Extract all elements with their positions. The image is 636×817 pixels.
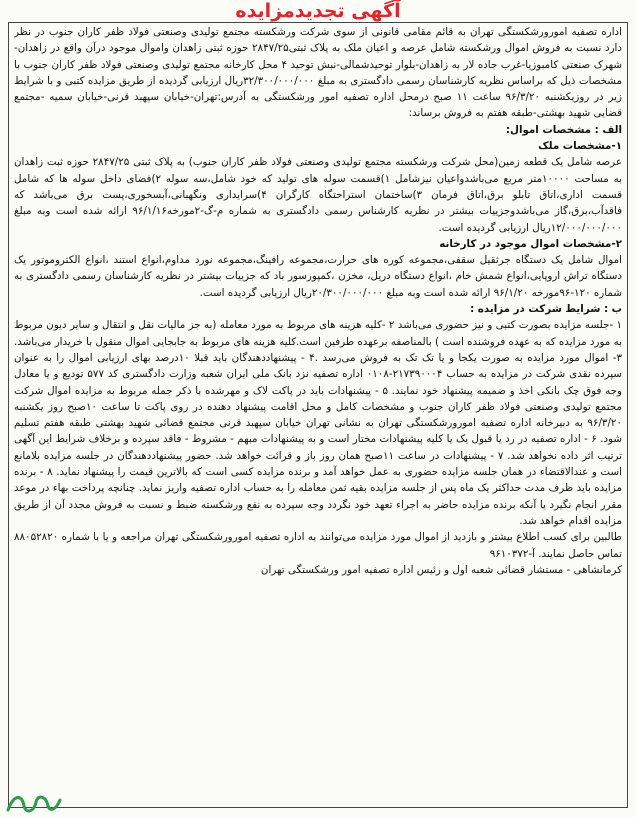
item1-text: عرصه شامل یک قطعه زمین(محل شرکت ورشکسته مجتمع تولیدی وصنعتی فولاد ظفر کاران جنوب) به پلاک ثبتی ۲۸۴۷/۲۵ حوزه ثبت زاهدان به مساحت ۱۰۰۰۰متر مربع می‌باشدواعیان نیزشامل ۱)قسمت سوله های تولید که خود شامل،سه سوله ۲)فضای داخل سوله ها که شامل قسمت اداری،اتاق تابلو برق،اتاق فرمان ۳)ساختمان استراحتگاه کارگران ۴)سرایداری ونگهبانی،آبسخوری،پست برق می‌باشد که فاقدآب،برق،گاز می‌باشدوجزییات بیشتر در نظریه کارشناس رسمی دادگستری به شماره م-گ-۲مورخه۹۶/۱/۱۶ ارائه شده است وبه مبلغ ۱۲/۰۰۰/۰۰۰/۰۰۰ریال ارزیابی گردیده است. [14, 156, 622, 234]
section-a-heading: الف : مشخصات اموال: [505, 123, 622, 136]
handwritten-mark [4, 788, 64, 816]
signature-line: کرمانشاهی - مستشار قضائی شعبه اول و رئیس اداره تصفیه امور ورشکستگی تهران [260, 563, 622, 576]
conditions-text: ۱ -جلسه مزایده بصورت کتبی و نیز حضوری می‌باشد ۲ -کلیه هزینه های مربوط به مورد معامله (به جز مالیات نقل و انتقال و سایر دیون مربوط به مورد مزایده که به عهده فروشنده است ) بالمناصفه برعهده طرفین است.کلیه هزینه های مربوط به جابجایی اموال منقول با خریدار می‌باشد. ۳- اموال مورد مزایده به صورت یکجا و یا تک تک به فروش می‌رسد .۴ - پیشنهاددهندگان باید قبلا ۱۰درصد بهای ارزیابی اموال را به عنوان سپرده نقدی شرکت در مزایده به حساب ۲۱۷۳۹۰۰۰۴-۰۱۰۸ اداره تصفیه نزد بانک ملی ایران شعبه وزارت دادگستری کد ۵۷۷ تودیع و یا معادل وجه فوق چک بانکی اخذ و ضمیمه پیشنهاد خود نمایند. ۵ - پیشنهادات باید در پاکت لاک و مهرشده با ذکر جمله مربوط به مزایده اموال شرکت مجتمع تولیدی وصنعتی فولاد ظفر کاران جنوب و مشخصات کامل و محل اقامت پیشنهاد دهنده در روی پاکت تا ساعت ۱۰صبح روز یکشنبه ۹۶/۳/۲۰ به دبیرخانه اداره تصفیه امورورشکستگی تهران به نشانی تهران خیابان سپهبد قرنی مجتمع قضائی شهید بهشتی طبقه هفتم تسلیم شود. ۶ - اداره تصفیه در رد یا قبول یک یا کلیه پیشنهادات مختار است و به پیشنهادات مبهم - مشروط - فاقد سپرده و برخلاف شرایط این آگهی ترتیب اثر داده نخواهد شد. ۷ - پیشنهادات در ساعت ۱۱صبح همان روز باز و قرائت خواهد شد. حضور پیشنهاددهندگان در جلسه مزایده بلامانع است و عندالاقتضاء در همان جلسه مزایده حضوری به عمل خواهد آمد و برنده مزایده کسی است که بالاترین قیمت را پیشنهاد نماید. ۸ - برنده مزایده باید ظرف مدت حداکثر یک ماه پس از جلسه مزایده بقیه ثمن معامله را به حساب اداره تصفیه واریز نماید. چنانچه پرداخت بهاء در موعد مقرر انجام نگیرد یا آنکه برنده مزایده حاضر به اجراء تعهد خود نگردد وجه سپرده به نفع ورشکسته ضبط و نسبت به فروش مجدد آن از طریق مزایده اقدام خواهد شد. [14, 319, 622, 527]
item2-heading: ۲-مشخصات اموال موجود در کارخانه [439, 237, 622, 250]
item2-text: اموال شامل یک دستگاه جرثقیل سقفی،مجموعه کوره های حرارت،مجموعه رافینگ،مجموعه نورد مداوم،انواع استند ،انواع الکتروموتور یک دستگاه تراش اروپایی،انواع شمش خام ،انواع دستگاه دریل، مخزن ،کمپورسور باد که جزییات بیشتر در نظریه کارشناسان رسمی دادگستری به شماره ۱۲۰-۹۶مورخه ۹۶/۱/۲۰ ارائه شده است وبه مبلغ ۲۰/۳۰۰/۰۰۰/۰۰۰ریال ارزیابی گردیده است. [14, 254, 622, 299]
section-b-heading: ب : شرایط شرکت در مزایده : [470, 303, 622, 316]
notice-body [14, 24, 622, 804]
notice-intro: اداره تصفیه امورورشکستگی تهران به قائم مقامی قانونی از سوی شرکت ورشکسته مجتمع تولیدی وصنعتی فولاد ظفر کاران جنوب در نظر دارد نسبت به فروش اموال ورشکسته شامل عرصه و اعیان ملک به پلاک ثبتی۲۸۴۷/۲۵ حوزه ثبتی زاهدان واموال موجود درآن واقع در زاهدان-شهرک صنعتی کامبوزیا-غرب جاده لار به زاهدان-بلوار توحیدشمالی-نبش توحید ۴ محل کارخانه مجتمع تولیدی وصنعتی فولاد ظفر کاران جنوب با مشخصات ذیل که براساس نظریه کارشناسان رسمی دادگستری به مبلغ ۳۲/۳۰۰/۰۰۰/۰۰۰ریال ارزیابی گردیده از طریق مزایده کتبی و با شرایط زیر در روزیکشنبه ۹۶/۳/۲۰ ساعت ۱۱ صبح درمحل اداره تصفیه امور ورشکستگی به آدرس:تهران-خیابان سپهبد قرنی-خیابان سمیه -مجتمع قضایی شهید بهشتی-طبقه هفتم به فروش برساند: [14, 26, 622, 120]
notice-title: آگهی تجدیدمزایده [235, 0, 401, 22]
contact-footer: طالبین برای کسب اطلاع بیشتر و بازدید از اموال مورد مزایده می‌توانند به اداره تصفیه امورورشکستگی تهران مراجعه و یا با شماره ۸۸۰۵۲۸۲۰ تماس حاصل نمایند. آ-۹۶۱۰۳۷۲ [14, 531, 622, 560]
item1-heading: ۱-مشخصات ملک [538, 140, 622, 153]
